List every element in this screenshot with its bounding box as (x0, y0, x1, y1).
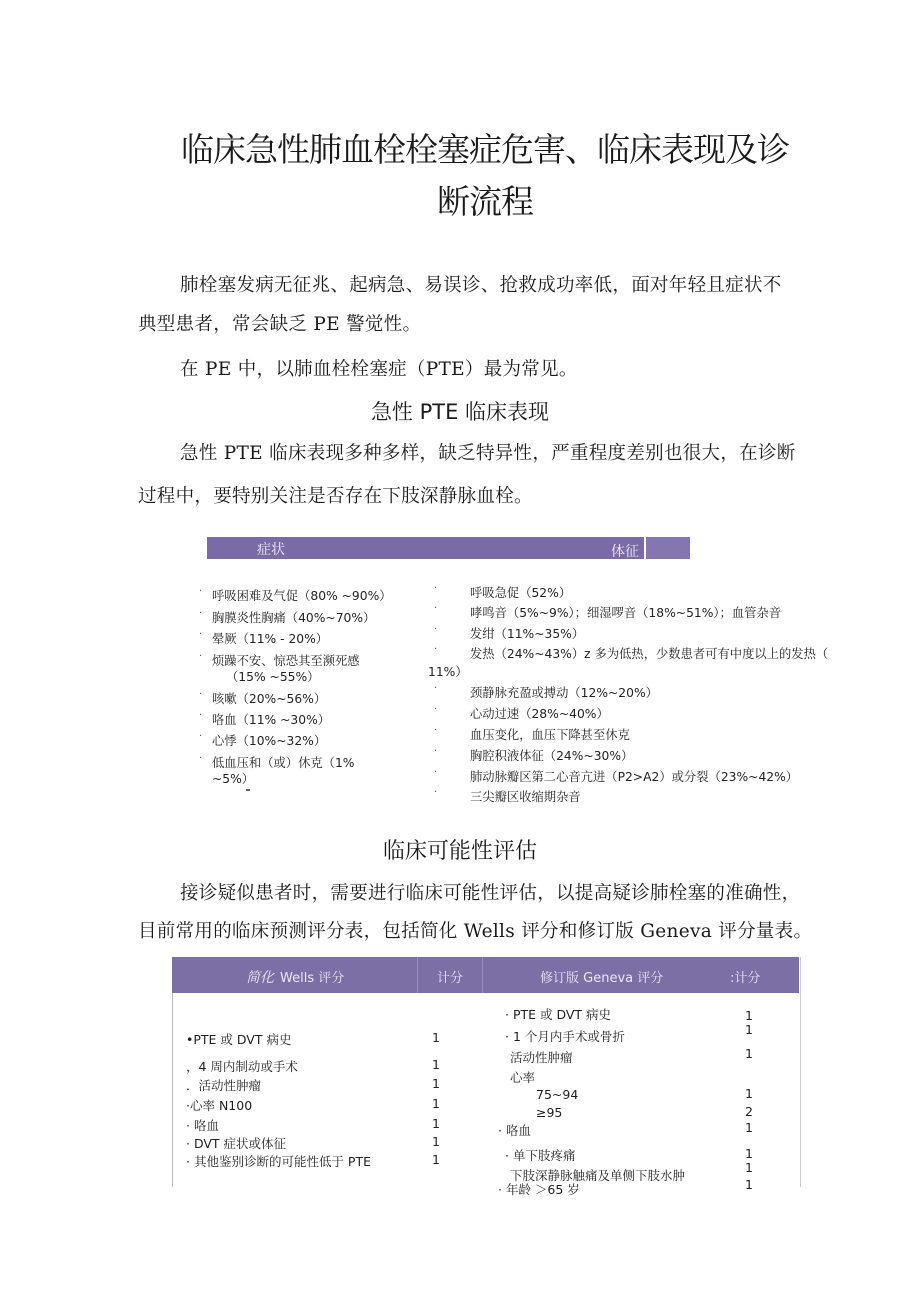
wells-score: 1 (432, 1116, 440, 1131)
geneva-item: 活动性肿瘤 (510, 1050, 573, 1065)
sign-column-header: 体征 (611, 544, 639, 560)
geneva-score: 1 (745, 1120, 753, 1135)
section2-line-2: 目前常用的临床预测评分表，包括简化 Wells 评分和修订版 Geneva 评分量表。 (138, 921, 813, 942)
section-heading-clinical: 急性 PTE 临床表现 (370, 400, 550, 424)
wells-item: •PTE 或 DVT 病史 (186, 1032, 292, 1047)
wells-score: 1 (432, 1057, 440, 1072)
wells-header-b: Wells 评分 (280, 971, 345, 986)
wells-item: · DVT 症状或体征 (186, 1136, 287, 1151)
sign-bullet: · (434, 725, 438, 736)
intro-paragraph (138, 266, 838, 305)
sign-item: 呼吸急促（52%） (470, 586, 572, 600)
symptom-column-header: 症状 (257, 542, 285, 558)
geneva-item: ≥95 (536, 1105, 563, 1120)
sign-bullet: · (434, 787, 438, 798)
symptom-bullet: · (199, 586, 203, 597)
symptom-table-header (207, 537, 690, 559)
wells-item: ，4 周内制动或手术 (186, 1059, 298, 1074)
wells-score: 1 (432, 1096, 440, 1111)
geneva-item: · 咯血 (498, 1123, 531, 1138)
section1-line-1: 急性 PTE 临床表现多种多样，缺乏特异性，严重程度差别也很大，在诊断 (180, 443, 796, 464)
geneva-score: 1 (745, 1160, 753, 1175)
sign-bullet: · (434, 603, 438, 614)
geneva-score: 1 (745, 1022, 753, 1037)
sign-item: 发绀（11%~35%） (470, 627, 585, 641)
geneva-item: · 1 个月内手术或骨折 (505, 1029, 625, 1044)
sign-bullet: · (434, 583, 438, 594)
sign-item: 心动过速（28%~40%） (470, 707, 609, 721)
wells-score-header: 计分 (437, 971, 464, 986)
wells-score: 1 (432, 1030, 440, 1045)
wells-header-a: 简化 (246, 970, 274, 986)
geneva-item: 下肢深静脉触痛及单侧下肢水肿 (510, 1168, 686, 1183)
symptom-item: 咳嗽（20%~56%） (212, 692, 327, 706)
sign-item: 发热（24%~43%）z 多为低热，少数患者可有中度以上的发热（ (470, 647, 829, 661)
symptom-bullet: · (199, 629, 203, 640)
wells-item: · 其他鉴别诊断的可能性低于 PTE (186, 1154, 371, 1169)
intro-line-1: 肺栓塞发病无征兆、起病急、易误诊、抢救成功率低，面对年轻且症状不 (180, 275, 782, 296)
symptom-item: ~5%） (212, 772, 255, 786)
symptom-bullet: · (199, 689, 203, 700)
title-line-2: 断流程 (437, 182, 533, 221)
wells-score: 1 (432, 1134, 440, 1149)
sign-bullet: · (434, 704, 438, 715)
section-heading-assessment: 临床可能性评估 (382, 839, 537, 864)
title-line-1: 临床急性肺血栓栓塞症危害、临床表现及诊 (181, 130, 789, 169)
section1-line-2: 过程中，要特别关注是否存在下肢深静脉血栓。 (138, 486, 533, 507)
sign-bullet: · (434, 644, 438, 655)
geneva-score: 1 (745, 1046, 753, 1061)
geneva-item: · PTE 或 DVT 病史 (505, 1007, 612, 1022)
symptom-item: 心悸（10%~32%） (212, 734, 327, 748)
sign-bullet: · (434, 767, 438, 778)
sign-bullet: · (434, 624, 438, 635)
list-end-mark (246, 789, 250, 791)
page-title (120, 124, 850, 228)
wells-item: · 咯血 (186, 1118, 219, 1133)
geneva-score: 1 (745, 1008, 753, 1023)
geneva-score: 1 (745, 1146, 753, 1161)
symptom-item: 咯血（11% ~30%） (212, 713, 331, 727)
intro-paragraph-2: 在 PE 中，以肺血栓栓塞症（PTE）最为常见。 (180, 359, 578, 380)
sign-item: 哮鸣音（5%~9%）；细湿啰音（18%~51%）；血管杂音 (470, 606, 782, 620)
geneva-score: 1 (745, 1177, 753, 1192)
symptom-item: 胸膜炎性胸痛（40%~70%） (212, 611, 376, 625)
symptom-bullet: · (199, 651, 203, 662)
symptom-bullet: · (199, 753, 203, 764)
sign-item: 三尖瓣区收缩期杂音 (470, 790, 581, 804)
sign-item: 肺动脉瓣区第二心音亢进（P2>A2）或分裂（23%~42%） (470, 770, 799, 784)
geneva-score-header: :计分 (730, 971, 761, 986)
sign-bullet: · (434, 746, 438, 757)
wells-score: 1 (432, 1076, 440, 1091)
symptom-item: 呼吸困难及气促（80% ~90%） (212, 589, 392, 603)
section2-line-1: 接诊疑似患者时，需要进行临床可能性评估，以提高疑诊肺栓塞的准确性， (180, 883, 801, 904)
wells-item: ．活动性肿瘤 (186, 1078, 262, 1093)
sign-item: 血压变化，血压下降甚至休克 (470, 728, 630, 742)
symptom-bullet: · (199, 608, 203, 619)
sign-item: 胸腔积液体征（24%~30%） (470, 749, 634, 763)
symptom-item: 烦躁不安、惊恐其至濒死感 (212, 654, 360, 668)
intro-paragraph-cont (138, 305, 838, 344)
intro-line-2: 典型患者，常会缺乏 PE 警觉性。 (138, 314, 422, 335)
sign-bullet: · (434, 683, 438, 694)
score-table-header (172, 957, 799, 993)
wells-item: ·心率 N100 (186, 1098, 253, 1113)
sign-item: 颈静脉充盈或搏动（12%~20%） (470, 686, 658, 700)
wells-score: 1 (432, 1152, 440, 1167)
symptom-bullet: · (199, 731, 203, 742)
geneva-item: · 年龄 ＞65 岁 (498, 1182, 580, 1197)
geneva-item: · 单下肢疼痛 (505, 1148, 576, 1163)
geneva-score: 1 (745, 1086, 753, 1101)
symptom-item: 晕厥（11% - 20%） (212, 632, 329, 646)
symptom-bullet: · (199, 710, 203, 721)
sign-item: 11%） (428, 665, 468, 679)
geneva-item: 75~94 (536, 1087, 579, 1102)
geneva-header: 修订版 Geneva 评分 (540, 971, 664, 986)
geneva-score: 2 (745, 1104, 753, 1119)
symptom-item: 低血压和（或）休克（1% (212, 756, 355, 770)
geneva-item: 心率 (510, 1070, 536, 1085)
symptom-item: （15% ~55%） (226, 670, 320, 684)
